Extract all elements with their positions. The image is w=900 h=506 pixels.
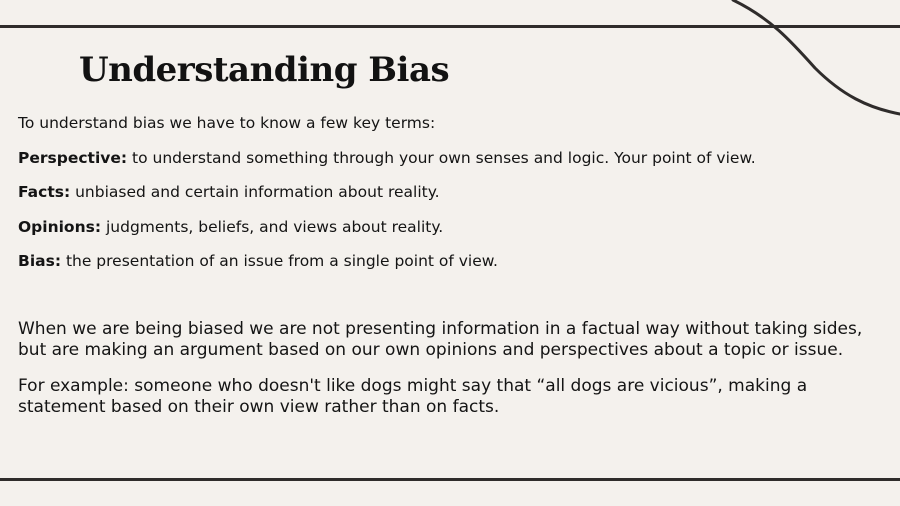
term-definition: the presentation of an issue from a single point of view. — [61, 252, 498, 270]
term-label: Bias: — [18, 252, 62, 270]
key-terms-list — [18, 112, 868, 285]
example-paragraph: For example: someone who doesn't like dogs might say that “all dogs are vicious”, making a statement based on their own view rather than on facts. — [18, 376, 808, 417]
term-perspective — [18, 147, 868, 169]
explanation-section — [18, 319, 878, 433]
slide-title: Understanding Bias — [79, 50, 450, 90]
term-facts — [18, 181, 868, 203]
term-opinions — [18, 216, 868, 238]
term-definition: to understand something through your own senses and logic. Your point of view. — [127, 148, 756, 167]
term-label: Opinions: — [18, 217, 102, 236]
term-definition: judgments, beliefs, and views about reality. — [101, 217, 444, 236]
intro-text: To understand bias we have to know a few key terms: — [18, 114, 436, 132]
top-divider-line — [0, 25, 900, 28]
term-definition: unbiased and certain information about reality. — [70, 183, 440, 201]
explanation-paragraph: When we are being biased we are not presenting information in a factual way without taking sides, but are making an argument based on our own opinions and perspectives about a topic or issue. — [18, 319, 863, 360]
term-label: Perspective: — [18, 148, 128, 167]
term-label: Facts: — [18, 183, 71, 201]
term-bias — [18, 250, 868, 272]
bottom-divider-line — [0, 478, 900, 481]
